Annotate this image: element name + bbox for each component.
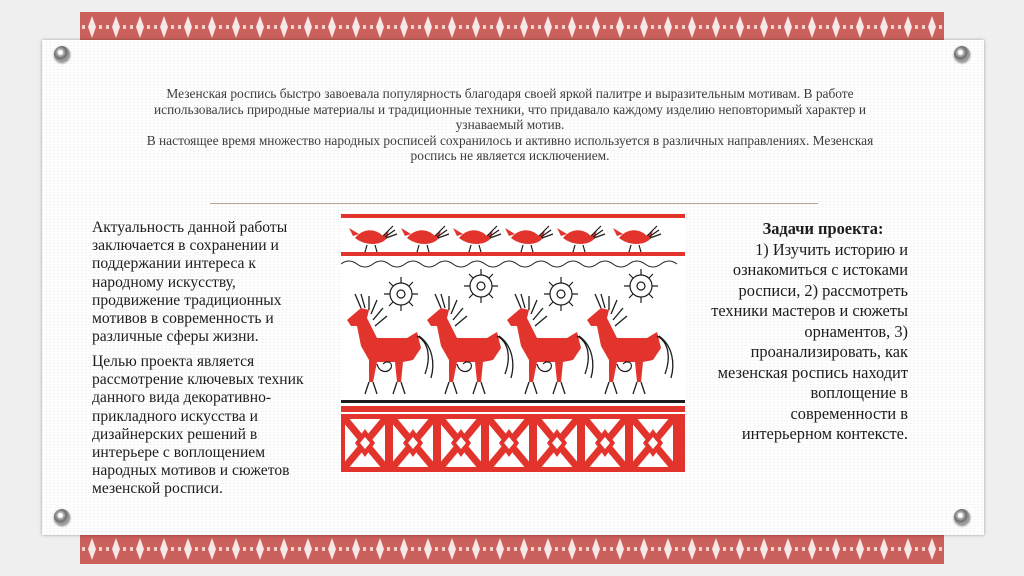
pushpin-icon — [954, 46, 970, 62]
pushpin-icon — [54, 46, 70, 62]
diamond-cross-icon — [537, 419, 577, 467]
intro-paragraph: Мезенская роспись быстро завоевала популярность благодаря своей яркой палитре и выразительным мотивам. В работе использовались природные материалы и традиционные техники, что придавало каждому изделию неповторимый характер и узнаваемый мотив. — [154, 86, 866, 132]
intro-paragraph: В настоящее время множество народных росписей сохранилось и активно используется в различных направлениях. Мезенская роспись не является исключением. — [146, 132, 874, 163]
divider — [210, 203, 818, 204]
left-column — [92, 219, 307, 498]
mezen-painting-image — [341, 214, 685, 472]
bottom-ornament-band — [80, 534, 944, 564]
diamond-cross-icon — [633, 419, 673, 467]
tasks-text: 1) Изучить историю и ознакомиться с истоками росписи, 2) рассмотреть техники мастеров и сюжеты орнаментов, 3) проанализировать, как мезенская роспись находит воплощение в современности в интерьерном контексте. — [711, 239, 908, 443]
pushpin-icon — [54, 509, 70, 525]
relevance-text: Актуальность данной работы заключается в сохранении и поддержании интереса к народному искусству, продвижение традиционных мотивов в современность и различные сферы жизни. — [92, 219, 288, 346]
diamond-cross-icon — [393, 419, 433, 467]
diamond-cross-icon — [489, 419, 529, 467]
diamond-cross-icon — [585, 419, 625, 467]
intro-text — [130, 86, 890, 164]
diamond-cross-icon — [441, 419, 481, 467]
pushpin-icon — [954, 509, 970, 525]
tasks-heading: Задачи проекта: — [762, 219, 884, 238]
goal-text: Целью проекта является рассмотрение ключевых техник данного вида декоративно-прикладного искусства и дизайнерских решений в интерьере с воплощением народных мотивов и сюжетов мезенской росписи. — [92, 353, 304, 498]
right-column — [708, 219, 908, 445]
top-ornament-band — [80, 12, 944, 42]
diamond-cross-icon — [345, 419, 385, 467]
